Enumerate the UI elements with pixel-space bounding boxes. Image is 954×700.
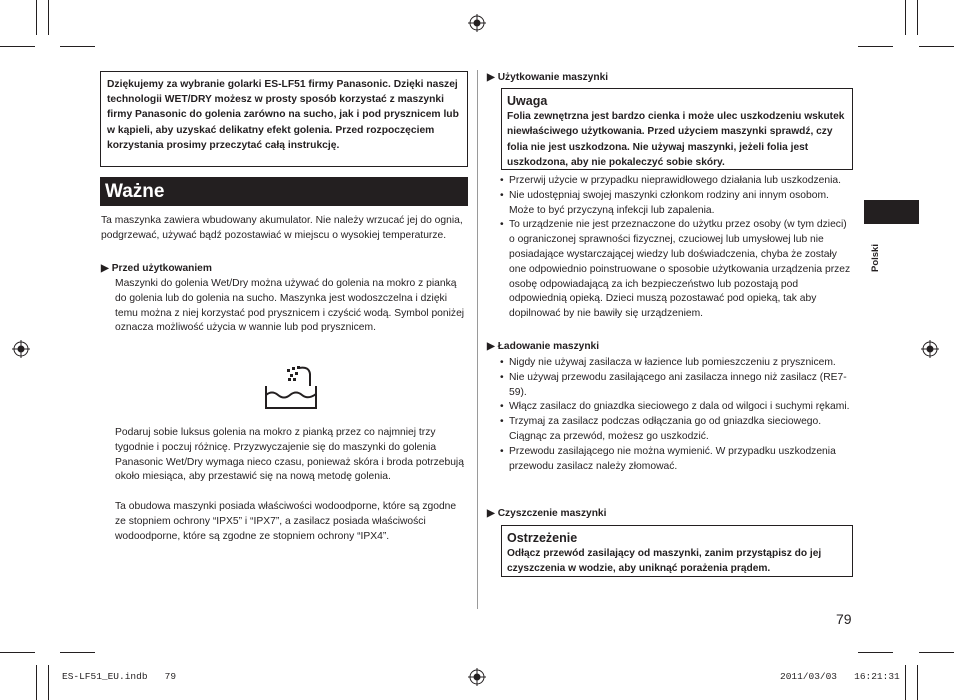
crop-mark xyxy=(917,0,918,35)
before-use-body-3: Ta obudowa maszynki posiada właściwości wodoodporne, które są zgodne ze stopniem ochrony “IPX5” i “IPX7”, a zasilacz posiada właściwości wodoodporne, które są zgodne ze stopniem ochrony “IPX4”. xyxy=(115,501,457,542)
crop-mark xyxy=(919,46,954,47)
list-item: • To urządzenie nie jest przeznaczone do użytku przez osoby (w tym dzieci) o ograniczonej sprawności fizycznej, czuciowej lub umysłowej lub nie posiadające wystarczającej wiedzy lub doświadczenia, chyba że zostały one odpowiednio poinstruowane o sposobie użytkowania urządzenia przez osobę odpowiadającą za ich bezpieczeństwo lub pozostają pod odpowiednią opieką. Dzieci muszą pozostawać pod opieką, tak aby dopilnować by nie bawiły się urządzeniem. xyxy=(500,218,854,322)
caution-title: Uwaga xyxy=(507,94,548,108)
footer-timestamp: 2011/03/03 16:21:31 xyxy=(780,671,900,682)
before-use-body: Maszynki do golenia Wet/Dry można używać do golenia na mokro z pianką do golenia lub do golenia na sucho. Maszynka jest wodoszczelna i dzięki temu można z niej korzystać pod prysznicem i czyścić wodą. Symbol poniżej oznacza możliwość użycia w wannie lub pod prysznicem. xyxy=(115,278,465,334)
subheading-charging xyxy=(487,340,855,354)
registration-mark-icon xyxy=(468,14,486,32)
warning-title: Ostrzeżenie xyxy=(507,531,578,545)
crop-mark xyxy=(48,665,49,700)
warning-box xyxy=(501,525,853,577)
language-label: Polski xyxy=(870,244,881,272)
crop-mark xyxy=(60,652,95,653)
crop-mark xyxy=(905,0,906,35)
subheading-usage xyxy=(487,71,855,85)
subheading-label: Czyszczenie maszynki xyxy=(497,508,607,519)
arrow-right-icon: ▶ xyxy=(101,263,109,274)
registration-mark-icon xyxy=(12,340,30,358)
column-divider xyxy=(477,70,478,609)
before-use-body-2: Podaruj sobie luksus golenia na mokro z pianką przez co najmniej trzy tygodnie i poczuj różnicę. Przyzwyczajenie się do maszynki do golenia Panasonic Wet/Dry wymaga nieco czasu, ponieważ skóra i broda potrzebują około miesiąca, aby przestawić się na nową metodę golenia. xyxy=(115,427,464,483)
crop-mark xyxy=(36,665,37,700)
subheading-label: Ładowanie maszynki xyxy=(497,341,600,352)
crop-mark xyxy=(919,652,954,653)
crop-mark xyxy=(905,665,906,700)
page-number: 79 xyxy=(836,611,852,627)
list-item: • Przerwij użycie w przypadku nieprawidłowego działania lub uszkodzenia. xyxy=(500,174,854,189)
subheading-cleaning xyxy=(487,507,855,521)
usage-bullet-list xyxy=(500,174,854,322)
crop-mark xyxy=(60,46,95,47)
list-item: • Nigdy nie używaj zasilacza w łazience lub pomieszczeniu z prysznicem. xyxy=(500,356,854,371)
charging-bullet-list xyxy=(500,356,854,474)
list-item: • Nie używaj przewodu zasilającego ani zasilacza innego niż zasilacz (RE7-59). xyxy=(500,371,854,401)
subheading-before-use xyxy=(101,262,469,276)
crop-mark xyxy=(858,652,893,653)
arrow-right-icon: ▶ xyxy=(487,341,495,352)
crop-mark xyxy=(917,665,918,700)
caution-box xyxy=(501,88,853,170)
subheading-label: Użytkowanie maszynki xyxy=(497,72,609,83)
crop-mark xyxy=(858,46,893,47)
arrow-right-icon: ▶ xyxy=(487,508,495,519)
footer-file-info: ES-LF51_EU.indb 79 xyxy=(62,671,177,682)
crop-mark xyxy=(0,652,35,653)
arrow-right-icon: ▶ xyxy=(487,72,495,83)
crop-mark xyxy=(36,0,37,35)
list-item: • Włącz zasilacz do gniazdka sieciowego z dala od wilgoci i suchymi rękami. xyxy=(500,400,854,415)
list-item: • Nie udostępniaj swojej maszynki członkom rodziny ani innym osobom. Może to być przyczyną infekcji lub zapalenia. xyxy=(500,189,854,219)
registration-mark-icon xyxy=(921,340,939,358)
section-heading: Ważne xyxy=(100,177,468,206)
language-tab-bar xyxy=(864,200,919,224)
crop-mark xyxy=(48,0,49,35)
caution-body: Folia zewnętrzna jest bardzo cienka i może ulec uszkodzeniu wskutek niewłaściwego użytkowania. Przed użyciem maszynki sprawdź, czy folia nie jest uszkodzona. Nie używaj maszynki, jeżeli folia jest uszkodzona, aby nie pokaleczyć sobie skóry. xyxy=(507,111,845,169)
list-item: • Przewodu zasilającego nie można wymienić. W przypadku uszkodzenia przewodu zasilacz należy złomować. xyxy=(500,445,854,475)
list-item: • Trzymaj za zasilacz podczas odłączania go od gniazdka sieciowego. Ciągnąc za przewód, możesz go uszkodzić. xyxy=(500,415,854,445)
shower-bath-icon xyxy=(263,364,319,410)
warning-body: Odłącz przewód zasilający od maszynki, zanim przystąpisz do jej czyszczenia w wodzie, aby uniknąć porażenia prądem. xyxy=(507,548,822,575)
battery-warning: Ta maszynka zawiera wbudowany akumulator. Nie należy wrzucać jej do ognia, podgrzewać, używać bądź pozostawiać w miejscu o wysokiej temperaturze. xyxy=(101,215,463,241)
registration-mark-icon xyxy=(468,668,486,686)
crop-mark xyxy=(0,46,35,47)
intro-box: Dziękujemy za wybranie golarki ES-LF51 firmy Panasonic. Dzięki naszej technologii WET/DRY możesz w prosty sposób korzystać z maszynki firmy Panasonic do golenia zarówno na sucho, jak i pod prysznicem lub w kąpieli, aby uzyskać delikatny efekt golenia. Przed rozpoczęciem korzystania prosimy przeczytać całą instrukcję. xyxy=(100,71,468,167)
subheading-label: Przed użytkowaniem xyxy=(111,263,212,274)
